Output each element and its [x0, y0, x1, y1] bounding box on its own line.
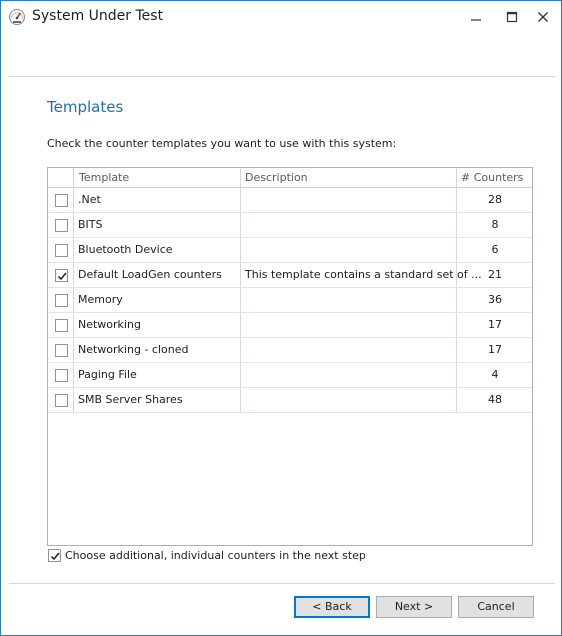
table-row[interactable] [48, 263, 532, 288]
template-counter-count: 36 [488, 293, 502, 306]
template-name: Bluetooth Device [78, 243, 173, 256]
footer-divider [9, 583, 555, 584]
window-title: System Under Test [32, 8, 164, 24]
minimize-icon [470, 11, 482, 23]
table-row[interactable] [48, 363, 532, 388]
template-counter-count: 17 [488, 343, 502, 356]
template-checkbox[interactable] [55, 219, 68, 232]
template-name: Default LoadGen counters [78, 268, 222, 281]
close-button[interactable] [528, 1, 558, 33]
template-name: BITS [78, 218, 103, 231]
row-checkbox-cell [48, 338, 74, 363]
template-description: This template contains a standard set of ... [245, 268, 482, 281]
template-name: .Net [78, 193, 101, 206]
row-checkbox-cell [48, 313, 74, 338]
column-header-counters[interactable]: # Counters [461, 171, 524, 184]
template-description [245, 238, 455, 263]
instruction-text: Check the counter templates you want to use with this system: [47, 137, 397, 150]
template-checkbox[interactable] [55, 194, 68, 207]
template-counter-count: 6 [491, 243, 499, 256]
row-checkbox-cell [48, 188, 74, 213]
checkmark-icon [56, 270, 69, 283]
wizard-header-band [9, 33, 555, 77]
template-description [245, 313, 455, 338]
template-checkbox[interactable] [55, 294, 68, 307]
template-counter-count: 48 [488, 393, 502, 406]
template-description [245, 188, 455, 213]
template-checkbox[interactable] [55, 394, 68, 407]
back-button[interactable]: < Back [294, 596, 370, 618]
template-description [245, 213, 455, 238]
template-name: Networking [78, 318, 141, 331]
column-header-template[interactable]: Template [79, 171, 130, 184]
template-counter-count: 8 [491, 218, 499, 231]
cancel-button[interactable]: Cancel [458, 596, 534, 618]
template-counter-count: 21 [488, 268, 502, 281]
template-description [245, 363, 455, 388]
template-checkbox[interactable] [55, 244, 68, 257]
template-checkbox[interactable] [55, 269, 68, 282]
template-name: Memory [78, 293, 123, 306]
row-checkbox-cell [48, 213, 74, 238]
row-checkbox-cell [48, 288, 74, 313]
template-name: Networking - cloned [78, 343, 189, 356]
template-description [245, 338, 455, 363]
template-counter-count: 17 [488, 318, 502, 331]
table-row[interactable] [48, 288, 532, 313]
template-description [245, 388, 455, 413]
maximize-icon [506, 11, 518, 23]
title-bar[interactable] [1, 1, 561, 33]
row-checkbox-cell [48, 263, 74, 288]
row-checkbox-cell [48, 238, 74, 263]
template-checkbox[interactable] [55, 319, 68, 332]
row-checkbox-cell [48, 388, 74, 413]
row-checkbox-cell [48, 363, 74, 388]
close-icon [537, 11, 549, 23]
template-checkbox[interactable] [55, 369, 68, 382]
table-row[interactable] [48, 213, 532, 238]
table-row[interactable] [48, 188, 532, 213]
maximize-button[interactable] [497, 1, 527, 33]
template-description [245, 288, 455, 313]
table-row[interactable] [48, 238, 532, 263]
template-counter-count: 28 [488, 193, 502, 206]
column-header-description[interactable]: Description [245, 171, 308, 184]
templates-table [47, 167, 533, 546]
template-counter-count: 4 [491, 368, 499, 381]
gauge-icon [8, 8, 26, 26]
table-row[interactable] [48, 388, 532, 413]
table-row[interactable] [48, 338, 532, 363]
page-title: Templates [47, 98, 124, 116]
additional-counters-checkbox[interactable] [48, 549, 61, 562]
table-row[interactable] [48, 313, 532, 338]
next-button[interactable]: Next > [376, 596, 452, 618]
table-header [48, 168, 532, 188]
template-name: SMB Server Shares [78, 393, 183, 406]
template-name: Paging File [78, 368, 137, 381]
minimize-button[interactable] [461, 1, 491, 33]
checkmark-icon [49, 550, 62, 563]
template-checkbox[interactable] [55, 344, 68, 357]
additional-counters-label: Choose additional, individual counters in the next step [65, 549, 366, 562]
